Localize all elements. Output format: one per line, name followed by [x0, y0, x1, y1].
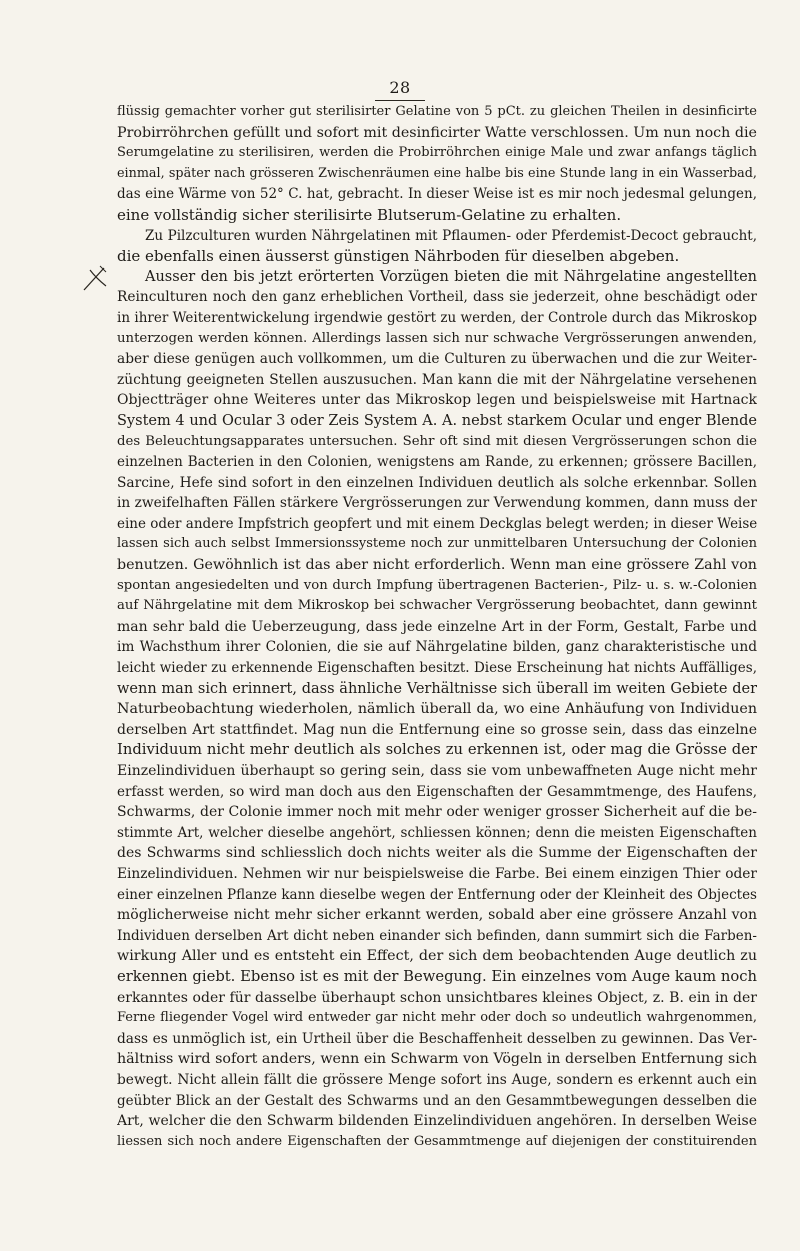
margin-cross-mark: [80, 262, 110, 294]
text-line: einmal, später nach grösseren Zwischenräumen eine halbe bis eine Stunde lang in ein Wasserbad,: [117, 165, 757, 181]
text-line: spontan angesiedelten und von durch Impfung übertragenen Bacterien-, Pilz- u. s. w.-Colonien: [117, 577, 757, 593]
text-line: Probirröhrchen gefüllt und sofort mit desinficirter Watte verschlossen. Um nun noch die: [117, 124, 757, 141]
text-line: des Beleuchtungsapparates untersuchen. Sehr oft sind mit diesen Vergrösserungen schon die: [117, 433, 757, 449]
text-line: des Schwarms sind schliesslich doch nichts weiter als die Summe der Eigenschaften der: [117, 845, 757, 862]
text-line: in ihrer Weiterentwickelung irgendwie gestört zu werden, der Controle durch das Mikroskop: [117, 309, 757, 326]
text-line: unterzogen werden können. Allerdings lassen sich nur schwache Vergrösserungen anwenden,: [117, 330, 757, 346]
text-line: liessen sich noch andere Eigenschaften der Gesammtmenge auf diejenigen der constituirenden: [117, 1133, 757, 1149]
text-line: wenn man sich erinnert, dass ähnliche Verhältnisse sich überall im weiten Gebiete der: [117, 680, 757, 697]
text-line: das eine Wärme von 52° C. hat, gebracht. In dieser Weise ist es mir noch jedesmal gelungen,: [117, 186, 757, 203]
text-line: wirkung Aller und es entsteht ein Effect, der sich dem beobachtenden Auge deutlich zu: [117, 948, 757, 965]
text-line: Zu Pilzculturen wurden Nährgelatinen mit Pflaumen- oder Pferdemist-Decoct gebraucht,: [145, 227, 757, 244]
text-line: Ferne fliegender Vogel wird entweder gar nicht mehr oder doch so undeutlich wahrgenommen,: [117, 1010, 757, 1026]
body-text: [117, 102, 757, 1152]
text-line: aber diese genügen auch vollkommen, um die Culturen zu überwachen und die zur Weiter-: [117, 351, 757, 368]
text-line: man sehr bald die Ueberzeugung, dass jede einzelne Art in der Form, Gestalt, Farbe und: [117, 618, 757, 635]
text-line: Sarcine, Hefe sind sofort in den einzelnen Individuen deutlich als solche erkennbar. Sollen: [117, 474, 757, 491]
text-line: in zweifelhaften Fällen stärkere Vergrösserungen zur Verwendung kommen, dann muss der: [117, 495, 757, 512]
text-line: Naturbeobachtung wiederholen, nämlich überall da, wo eine Anhäufung von Individuen: [117, 701, 757, 718]
text-line: Ausser den bis jetzt erörterten Vorzügen bieten die mit Nährgelatine angestellten: [145, 268, 757, 285]
text-line: Individuum nicht mehr deutlich als solches zu erkennen ist, oder mag die Grösse der: [117, 741, 757, 759]
text-line: dass es unmöglich ist, ein Urtheil über die Beschaffenheit desselben zu gewinnen. Das Ver-: [117, 1030, 757, 1047]
text-line: stimmte Art, welcher dieselbe angehört, schliessen können; denn die meisten Eigenschaften: [117, 824, 757, 841]
text-line: die ebenfalls einen äusserst günstigen Nährboden für dieselben abgeben.: [117, 247, 680, 266]
text-line: auf Nährgelatine mit dem Mikroskop bei schwacher Vergrösserung beobachtet, dann gewinnt: [117, 598, 757, 614]
text-line: Serumgelatine zu sterilisiren, werden die Probirröhrchen einige Male und zwar anfangs täglich: [117, 145, 757, 161]
text-line: System 4 und Ocular 3 oder Zeis System A. A. nebst starkem Ocular und enger Blende: [117, 412, 757, 429]
text-line: leicht wieder zu erkennende Eigenschaften besitzt. Diese Erscheinung hat nichts Auffälliges,: [117, 660, 757, 677]
text-line: erkanntes oder für dasselbe überhaupt schon unsichtbares kleines Object, z. B. ein in der: [117, 989, 757, 1006]
header-rule: [375, 100, 425, 101]
text-line: Schwarms, der Colonie immer noch mit mehr oder weniger grosser Sicherheit auf die be-: [117, 804, 757, 821]
text-line: bewegt. Nicht allein fällt die grössere Menge sofort ins Auge, sondern es erkennt auch ein: [117, 1071, 757, 1088]
text-line: Einzelindividuen überhaupt so gering sein, dass sie vom unbewaffneten Auge nicht mehr: [117, 763, 757, 779]
text-line: benutzen. Gewöhnlich ist das aber nicht erforderlich. Wenn man eine grössere Zahl von: [117, 557, 757, 574]
text-line: Einzelindividuen. Nehmen wir nur beispielsweise die Farbe. Bei einem einzigen Thier oder: [117, 865, 757, 882]
text-line: züchtung geeigneten Stellen auszusuchen. Man kann die mit der Nährgelatine versehenen: [117, 371, 757, 388]
text-line: derselben Art stattfindet. Mag nun die Entfernung eine so grosse sein, dass das einzelne: [117, 721, 757, 738]
text-line: lassen sich auch selbst Immersionssysteme noch zur unmittelbaren Untersuchung der Colonien: [117, 536, 757, 552]
text-line: Reinculturen noch den ganz erheblichen Vortheil, dass sie jederzeit, ohne beschädigt oder: [117, 289, 757, 306]
text-line: erkennen giebt. Ebenso ist es mit der Bewegung. Ein einzelnes vom Auge kaum noch: [117, 967, 757, 985]
text-line: einzelnen Bacterien in den Colonien, wenigstens am Rande, zu erkennen; grössere Bacillen,: [117, 454, 757, 471]
text-line: erfasst werden, so wird man doch aus den Eigenschaften der Gesammtmenge, des Haufens,: [117, 783, 757, 800]
text-line: geübter Blick an der Gestalt des Schwarms und an den Gesammtbewegungen desselben die: [117, 1092, 757, 1109]
text-line: einer einzelnen Pflanze kann dieselbe wegen der Entfernung oder der Kleinheit des Objectes: [117, 886, 757, 903]
text-line: Objectträger ohne Weiteres unter das Mikroskop legen und beispielsweise mit Hartnack: [117, 392, 757, 409]
text-line: eine oder andere Impfstrich geopfert und mit einem Deckglas belegt werden; in dieser Weise: [117, 515, 757, 532]
text-line: Individuen derselben Art dicht neben einander sich befinden, dann summirt sich die Farben-: [117, 927, 757, 944]
page-number: 28: [389, 78, 411, 97]
text-line: eine vollständig sicher sterilisirte Blutserum-Gelatine zu erhalten.: [117, 205, 622, 224]
text-line: flüssig gemachter vorher gut sterilisirter Gelatine von 5 pCt. zu gleichen Theilen in desinficirte: [117, 104, 757, 119]
text-line: im Wachsthum ihrer Colonien, die sie auf Nährgelatine bilden, ganz charakteristische und: [117, 639, 757, 656]
text-line: möglicherweise nicht mehr sicher erkannt werden, sobald aber eine grössere Anzahl von: [117, 907, 757, 924]
text-line: Art, welcher die den Schwarm bildenden Einzelindividuen angehören. In derselben Weise: [117, 1113, 757, 1130]
text-line: hältniss wird sofort anders, wenn ein Schwarm von Vögeln in derselben Entfernung sich: [117, 1051, 757, 1068]
